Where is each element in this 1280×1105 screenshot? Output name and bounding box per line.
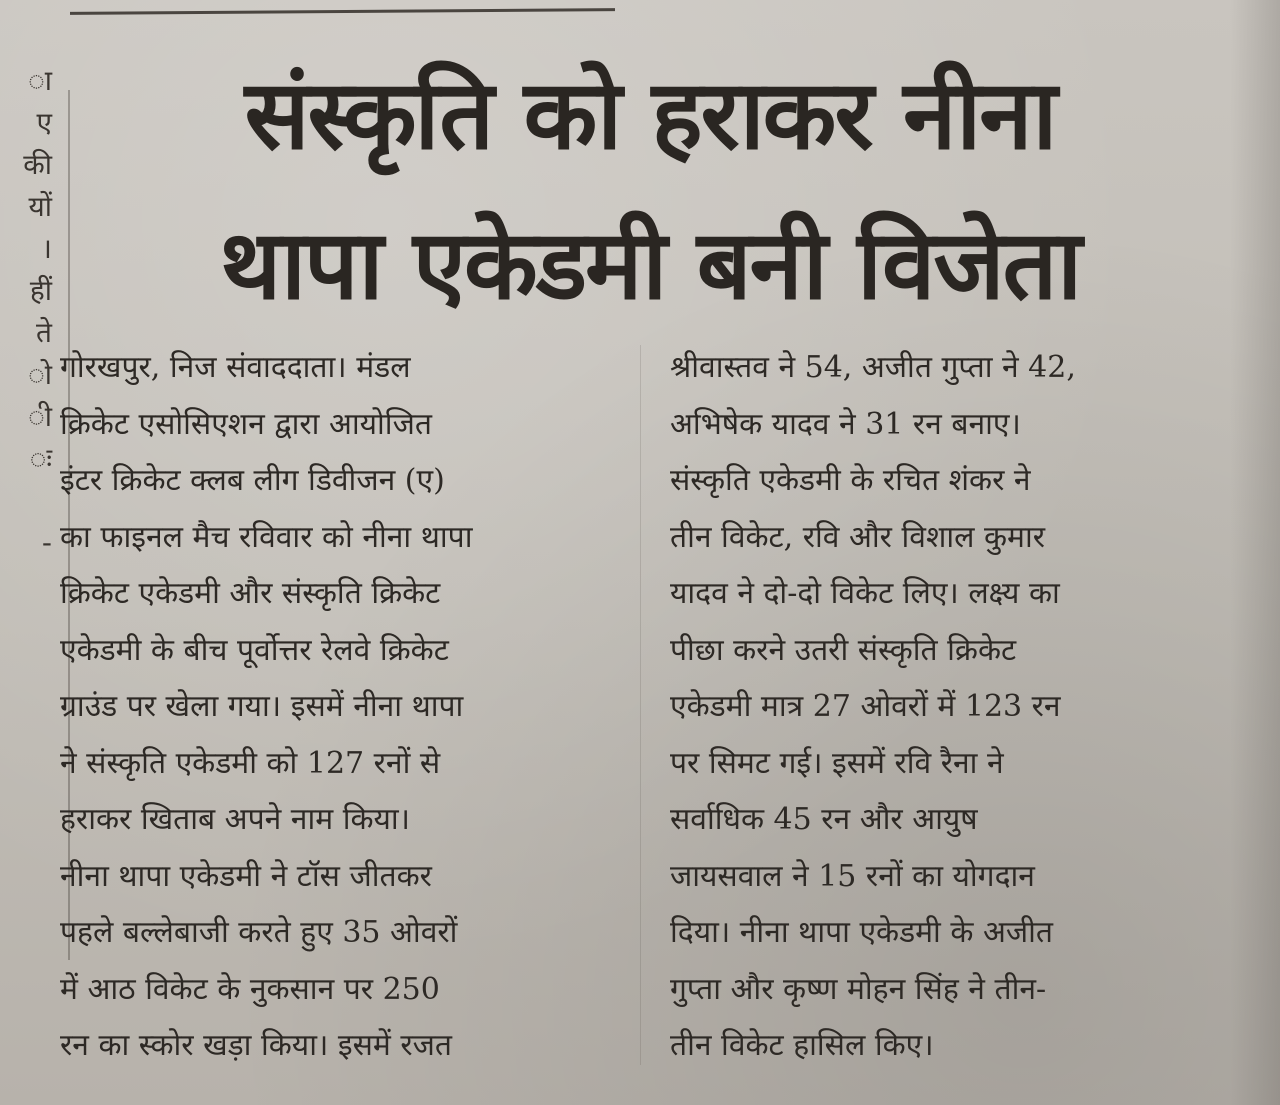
fragment-line: [0, 480, 60, 522]
page-edge-shadow: [1230, 0, 1280, 1105]
fragment-line: ी: [28, 400, 52, 433]
article-column-1: [60, 340, 620, 1075]
article-line: ग्राउंड पर खेला गया। इसमें नीना थापा: [60, 689, 464, 724]
headline-line-1: संस्कृति को हराकर नीना: [244, 59, 1056, 171]
article-line: संस्कृति एकेडमी के रचित शंकर ने: [670, 463, 1031, 498]
fragment-line: ा: [28, 64, 52, 97]
fragment-line: ः: [29, 442, 52, 475]
article-line: तीन विकेट हासिल किए।: [670, 1028, 934, 1063]
headline-line-2: थापा एकेडमी बनी विजेता: [219, 209, 1081, 321]
article-line: में आठ विकेट के नुकसान पर 250: [60, 971, 440, 1007]
article-line: रन का स्कोर खड़ा किया। इसमें रजत: [60, 1028, 452, 1063]
article-line: पर सिमट गई। इसमें रवि रैना ने: [670, 745, 1004, 781]
article-line: ने संस्कृति एकेडमी को 127 रनों से: [60, 745, 441, 781]
article-line: सर्वाधिक 45 रन और आयुष: [670, 802, 978, 837]
article-line: एकेडमी मात्र 27 ओवरों में 123 रन: [670, 689, 1061, 724]
article-line: गोरखपुर, निज संवाददाता। मंडल: [60, 350, 411, 385]
article-line: दिया। नीना थापा एकेडमी के अजीत: [670, 915, 1053, 950]
fragment-line: यों: [28, 190, 52, 223]
article-line: यादव ने दो-दो विकेट लिए। लक्ष्य का: [670, 576, 1060, 611]
adjacent-column-fragment: [0, 60, 60, 564]
fragment-line: ए: [36, 106, 52, 139]
article-line: एकेडमी के बीच पूर्वोत्तर रेलवे क्रिकेट: [60, 632, 449, 668]
article-line: तीन विकेट, रवि और विशाल कुमार: [670, 519, 1046, 555]
article-line: क्रिकेट एकेडमी और संस्कृति क्रिकेट: [60, 576, 441, 611]
article-line: अभिषेक यादव ने 31 रन बनाए।: [670, 406, 1021, 442]
fragment-line: ।: [41, 232, 52, 265]
article-line: नीना थापा एकेडमी ने टॉस जीतकर: [60, 858, 432, 894]
article-line: का फाइनल मैच रविवार को नीना थापा: [60, 519, 473, 555]
article-line: इंटर क्रिकेट क्लब लीग डिवीजन (ए): [60, 463, 445, 498]
column-divider: [640, 345, 641, 1065]
fragment-line: ो: [28, 358, 52, 391]
fragment-line: -: [41, 526, 52, 559]
fragment-line: की: [23, 148, 52, 181]
article-column-2: [670, 340, 1230, 1075]
fragment-line: ते: [36, 316, 52, 349]
article-line: गुप्ता और कृष्ण मोहन सिंह ने तीन-: [670, 971, 1047, 1007]
article-line: जायसवाल ने 15 रनों का योगदान: [670, 858, 1035, 894]
article-line: हराकर खिताब अपने नाम किया।: [60, 802, 411, 837]
article-line: श्रीवास्तव ने 54, अजीत गुप्ता ने 42,: [670, 350, 1076, 385]
fragment-line: हीं: [29, 274, 52, 307]
article-line: पहले बल्लेबाजी करते हुए 35 ओवरों: [60, 915, 458, 950]
top-rule: [70, 8, 615, 15]
article-line: क्रिकेट एसोसिएशन द्वारा आयोजित: [60, 406, 432, 442]
article-line: पीछा करने उतरी संस्कृति क्रिकेट: [670, 632, 1017, 668]
